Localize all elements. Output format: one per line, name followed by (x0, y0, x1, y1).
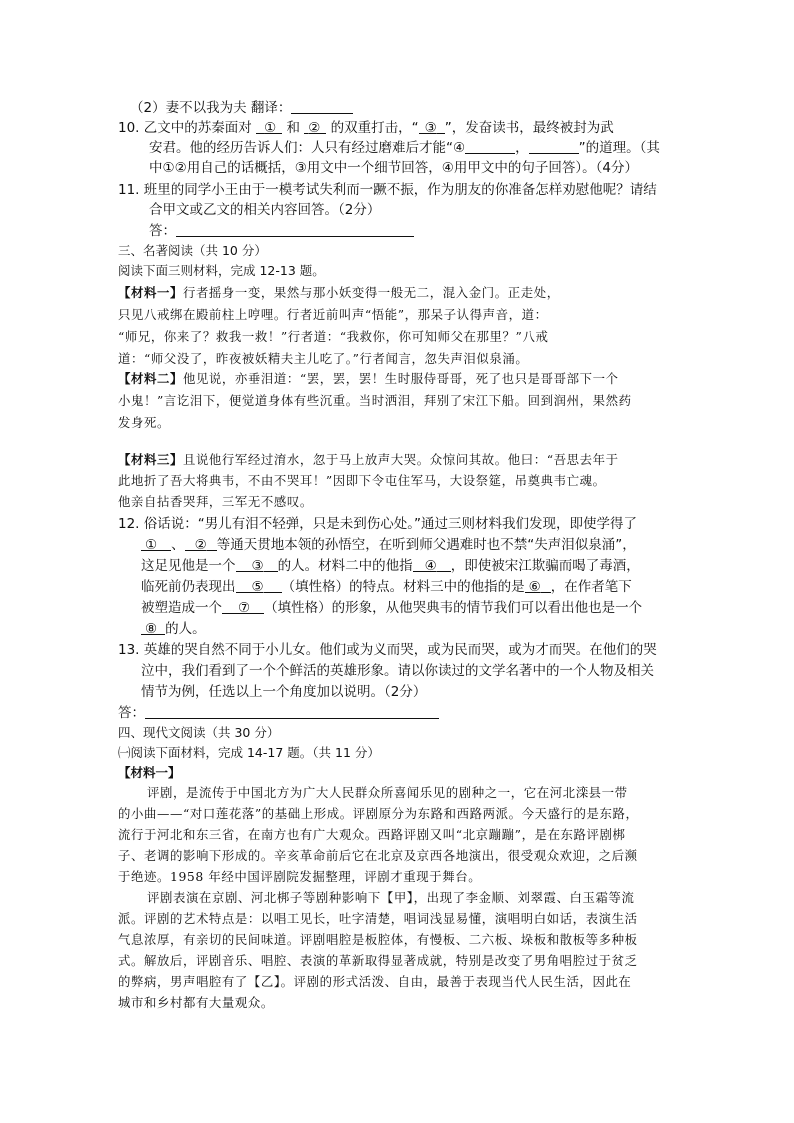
answer-line[interactable] (176, 222, 414, 237)
paragraph-2-line-5: 的弊病，男声唱腔有了【乙】。评剧的形式活泼、自由，最善于表现当代人民生活，因此在 (118, 974, 632, 989)
paragraph-2-line-6: 城市和乡村都有大量观众。 (118, 995, 274, 1010)
q12-line-4: 临死前仍表现出 ⑤ （填性格）的特点。材料三中的他指的是 ⑥ ，在作者笔下 (141, 579, 632, 595)
blank-1[interactable]: ① (264, 120, 277, 136)
q10-line-3: 中①②用自己的话概括，③用文中一个细节回答，④用甲文中的句子回答）。（4分） (149, 160, 638, 176)
q11-line-2: 合甲文或乙文的相关内容回答。（2分） (149, 202, 381, 218)
material-1-line-2: 只见八戒绑在殿前柱上哼哩。行者近前叫声“悟能”，那呆子认得声音，道： (118, 307, 548, 322)
paragraph-1-line-5: 于绝迹。1958 年经中国评剧院发掘整理，评剧才重现于舞台。 (118, 869, 482, 884)
section-3-heading: 三、名著阅读（共 10 分） (118, 243, 267, 258)
material-1-line-4: 道：“师父没了，昨夜被妖精夫主儿吃了。”行者闻言，忽失声泪似泉涌。 (118, 351, 529, 366)
section-3-instruction: 阅读下面三则材料，完成 12-13 题。 (118, 263, 325, 278)
q13-line-1: 13. 英雄的哭自然不同于小儿女。他们或为义而哭，或为民而哭，或为才而哭。在他们的哭 (118, 642, 657, 658)
material-3-label: 【材料三】 (118, 452, 183, 467)
q12-line-1: 12. 俗话说：“男儿有泪不轻弹，只是未到伤心处。”通过三则材料我们发现，即使学得了 (118, 516, 637, 532)
q11-answer: 答： (149, 221, 414, 241)
answer-blank[interactable] (291, 99, 353, 114)
section-4-instruction: ㈠阅读下面材料，完成 14-17 题。（共 11 分） (118, 745, 380, 760)
blank-4b[interactable] (529, 139, 579, 154)
material-2-line-2: 小鬼！”言讫泪下，便觉道身体有些沉重。当时洒泪，拜别了宋江下船。回到润州，果然药 (118, 393, 632, 408)
material-3-line-2: 此地折了吾大将典韦，不由不哭耳！”因即下令屯住军马，大设祭筵，吊奠典韦亡魂。 (118, 473, 606, 488)
answer-line[interactable] (145, 704, 439, 719)
paragraph-2-line-3: 气息浓厚，有亲切的民间味道。评剧唱腔是板腔体，有慢板、二六板、垛板和散板等多种板 (118, 932, 638, 947)
paragraph-1-line-2: 的小曲——“对口莲花落”的基础上形成。评剧原分为东路和西路两派。今天盛行的是东路， (118, 806, 639, 821)
paragraph-1-line-4: 子、老调的影响下形成的。辛亥革命前后它在北京及京西各地演出，很受观众欢迎，之后濒 (118, 848, 638, 863)
q10-line-1: 10. 乙文中的苏秦面对 ① 和 ② 的双重打击，“ ③ ”，发奋读书，最终被封为武 (118, 120, 614, 136)
material-3-line-1: 【材料三】且说他行军经过淯水，忽于马上放声大哭。众惊问其故。他曰：“吾思去年于 (118, 452, 619, 467)
q13-line-3: 情节为例，任选以上一个角度加以说明。（2分） (141, 684, 427, 700)
paragraph-1-line-3: 流行于河北和东三省，在南方也有广大观众。西路评剧又叫“北京蹦蹦”，是在东路评剧梆 (118, 827, 626, 842)
q12-line-5: 被塑造成一个 ⑦ （填性格）的形象，从他哭典韦的情节我们可以看出他也是一个 (141, 600, 643, 616)
paragraph-2-line-2: 派。评剧的艺术特点是：以唱工见长，吐字清楚，唱词浅显易懂，演唱明白如话，表演生活 (118, 911, 638, 926)
q12-line-3: 这足见他是一个 ③ 的人。材料二中的他指 ④ ，即使被宋江欺骗而喝了毒酒， (141, 558, 640, 574)
paragraph-1-line-1: 评剧，是流传于中国北方为广大人民群众所喜闻乐见的剧种之一，它在河北滦县一带 (147, 785, 628, 800)
q12-line-2: ① 、 ② 等通天贯地本领的孙悟空，在听到师父遇难时也不禁“失声泪似泉涌”， (141, 535, 636, 555)
paragraph-2-line-1: 评剧表演在京剧、河北梆子等剧种影响下【甲】，出现了李金顺、刘翠霞、白玉霜等流 (147, 890, 635, 905)
material-2-label: 【材料二】 (118, 371, 183, 386)
material-1-line-1: 【材料一】行者摇身一变，果然与那小妖变得一般无二，混入金门。正走处， (118, 285, 560, 300)
material-2-line-3: 发身死。 (118, 415, 170, 430)
q10-line-2: 安君。他的经历告诉人们：人只有经过磨难后才能“④ ， ”的道理。（其 (149, 140, 660, 156)
blank-2[interactable]: ② (308, 120, 321, 136)
material-2-line-1: 【材料二】他见说，亦垂泪道：“罢，罢，罢！生时服侍哥哥，死了也只是哥哥部下一个 (118, 371, 619, 386)
blank-3[interactable]: ③ (424, 120, 437, 136)
material-label: 【材料一】 (118, 765, 181, 780)
blank-4a[interactable] (465, 139, 515, 154)
q12-line-6: ⑧ 的人。 (141, 619, 206, 639)
q13-answer: 答： (118, 703, 439, 723)
section-4-heading: 四、现代文阅读（共 30 分） (118, 725, 280, 740)
paragraph-2-line-4: 式。解放后，评剧音乐、唱腔、表演的革新取得显著成就，特别是改变了男角唱腔过于贫乏 (118, 953, 638, 968)
q11-line-1: 11. 班里的同学小王由于一模考试失利而一蹶不振，作为朋友的你准备怎样劝慰他呢？请结 (118, 182, 657, 198)
material-1-line-3: “师兄，你来了？救我一救！”行者道：“我救你，你可知师父在那里？”八戒 (118, 329, 549, 344)
q13-line-2: 泣中，我们看到了一个个鲜活的英雄形象。请以你读过的文学名著中的一个人物及相关 (141, 663, 654, 679)
q9-item-2: （2）妻不以我为夫 翻译： (130, 98, 353, 118)
material-3-line-3: 他亲自拈香哭拜，三军无不感叹。 (118, 494, 313, 509)
material-1-label: 【材料一】 (118, 285, 183, 300)
